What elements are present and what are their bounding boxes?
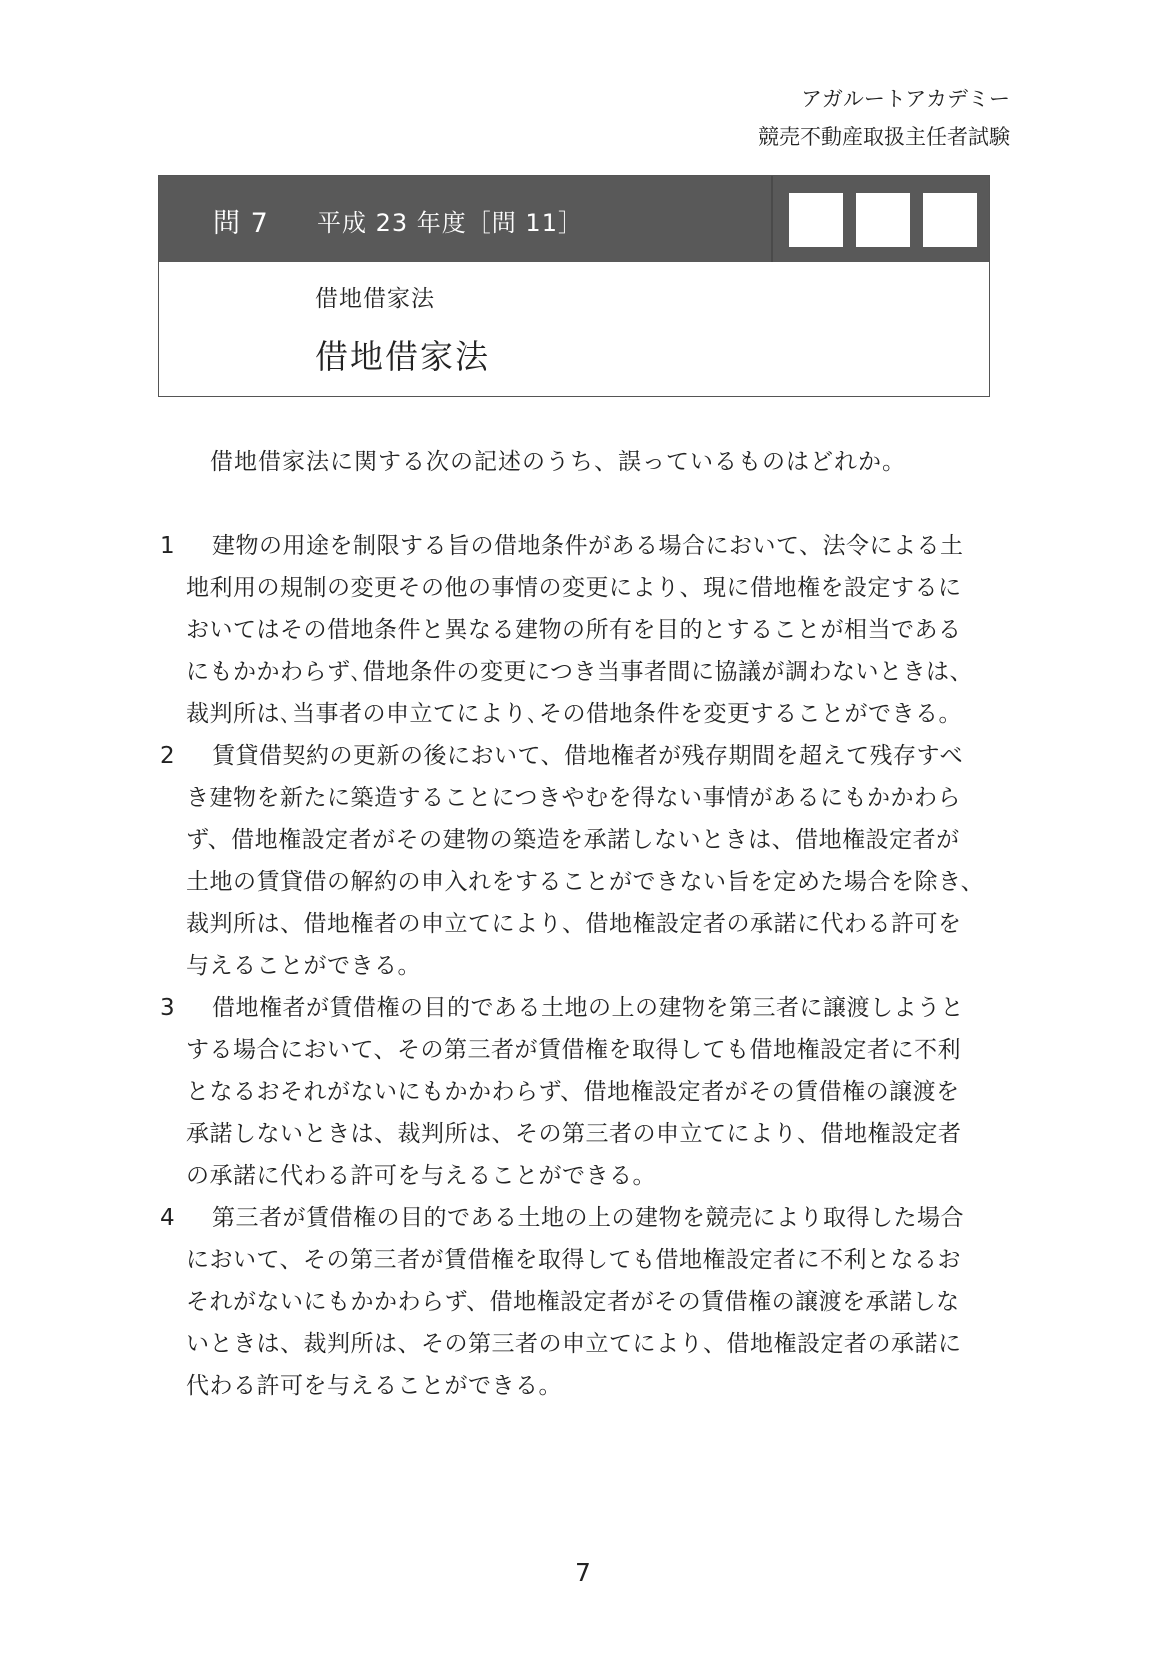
choice-line: 裁判所は､当事者の申立てにより､その借地条件を変更することができる。 (186, 701, 962, 727)
choice-line: にもかかわらず､借地条件の変更につき当事者間に協議が調わないときは、 (186, 659, 974, 685)
choice-number: 2 (160, 743, 175, 769)
page-number: 7 (575, 1558, 591, 1587)
choice-2 (160, 735, 1040, 987)
question-topic-small: 借地借家法 (315, 286, 435, 312)
question-source: 平成 23 年度［問 11］ (317, 209, 583, 237)
choice-1 (160, 525, 1040, 735)
choice-line: それがないにもかかわらず、借地権設定者がその賃借権の譲渡を承諾しな (186, 1289, 960, 1315)
choice-line: き建物を新たに築造することにつきやむを得ない事情があるにもかかわら (186, 785, 962, 811)
choice-line: 建物の用途を制限する旨の借地条件がある場合において、法令による土 (212, 533, 964, 559)
question-header-bar (159, 176, 989, 262)
header-divider (771, 176, 773, 262)
choice-4 (160, 1197, 1040, 1407)
check-boxes (789, 193, 977, 247)
choice-line: 代わる許可を与えることができる。 (186, 1373, 562, 1399)
choice-line: ず、借地権設定者がその建物の築造を承諾しないときは、借地権設定者が (186, 827, 960, 853)
choice-number: 1 (160, 533, 175, 559)
choice-list (160, 525, 1040, 1407)
check-box-1[interactable] (789, 193, 843, 247)
choice-line: 賃貸借契約の更新の後において、借地権者が残存期間を超えて残存すべ (212, 743, 964, 769)
question-stem: 借地借家法に関する次の記述のうち、誤っているものはどれか。 (210, 449, 906, 475)
question-topic-large: 借地借家法 (315, 337, 490, 376)
choice-line: 承諾しないときは、裁判所は、その第三者の申立てにより、借地権設定者 (186, 1121, 962, 1147)
check-box-2[interactable] (856, 193, 910, 247)
question-box (158, 175, 990, 397)
choice-line: 与えることができる。 (186, 953, 421, 979)
choice-line: いときは、裁判所は、その第三者の申立てにより、借地権設定者の承諾に (186, 1331, 962, 1357)
choice-3 (160, 987, 1040, 1197)
check-box-3[interactable] (923, 193, 977, 247)
choice-line: において、その第三者が賃借権を取得しても借地権設定者に不利となるお (186, 1247, 962, 1273)
question-number: 問 7 (213, 208, 269, 239)
choice-line: 土地の賃貸借の解約の申入れをすることができない旨を定めた場合を除き、 (186, 869, 985, 895)
exam-name: 競売不動産取扱主任者試験 (758, 125, 1010, 149)
choice-line: 借地権者が賃借権の目的である土地の上の建物を第三者に譲渡しようと (212, 995, 964, 1021)
choice-number: 4 (160, 1205, 175, 1231)
choice-line: 裁判所は、借地権者の申立てにより、借地権設定者の承諾に代わる許可を (186, 911, 962, 937)
choice-line: となるおそれがないにもかかわらず、借地権設定者がその賃借権の譲渡を (186, 1079, 960, 1105)
choice-number: 3 (160, 995, 175, 1021)
choice-line: 地利用の規制の変更その他の事情の変更により、現に借地権を設定するに (186, 575, 962, 601)
choice-line: する場合において、その第三者が賃借権を取得しても借地権設定者に不利 (186, 1037, 962, 1063)
choice-line: 第三者が賃借権の目的である土地の上の建物を競売により取得した場合 (212, 1205, 964, 1231)
choice-line: おいてはその借地条件と異なる建物の所有を目的とすることが相当である (186, 617, 962, 643)
page-header (758, 80, 1010, 156)
choice-line: の承諾に代わる許可を与えることができる。 (186, 1163, 656, 1189)
publisher-name: アガルートアカデミー (801, 87, 1010, 111)
